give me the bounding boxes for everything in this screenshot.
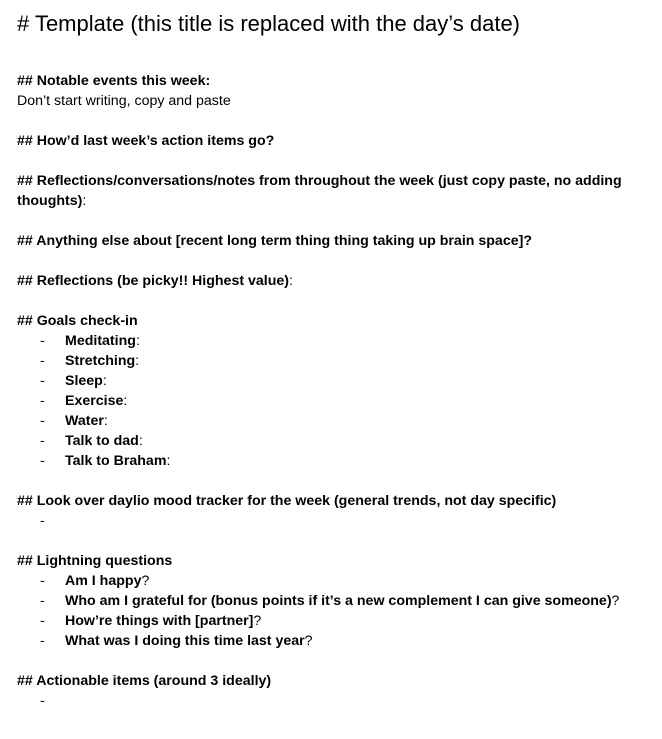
section-body-text[interactable]: Don’t start writing, copy and paste bbox=[17, 93, 231, 109]
list-item[interactable]: - What was I doing this time last year? bbox=[40, 633, 313, 649]
section-heading[interactable]: ## Reflections (be picky!! Highest value): bbox=[17, 273, 293, 289]
section-heading[interactable]: ## Actionable items (around 3 ideally) bbox=[17, 673, 272, 689]
section-actionable-items bbox=[17, 671, 662, 711]
daylio-list bbox=[17, 511, 662, 531]
section-goals-check-in bbox=[17, 311, 662, 471]
section-heading[interactable]: ## Anything else about [recent long term thing thing taking up brain space]? bbox=[17, 233, 532, 249]
section-notable-events bbox=[17, 71, 662, 111]
section-daylio-mood-tracker bbox=[17, 491, 662, 531]
lightning-questions-list bbox=[17, 571, 662, 651]
list-item[interactable]: - Am I happy? bbox=[40, 573, 150, 589]
section-heading[interactable]: ## Reflections/conversations/notes from throughout the week (just copy paste, no adding thoughts): bbox=[17, 173, 622, 209]
list-item[interactable]: - Exercise: bbox=[40, 393, 128, 409]
goals-list bbox=[17, 331, 662, 471]
list-item[interactable]: - Meditating: bbox=[40, 333, 140, 349]
section-anything-else bbox=[17, 231, 662, 251]
list-item[interactable]: - Talk to dad: bbox=[40, 433, 143, 449]
section-lightning-questions bbox=[17, 551, 662, 651]
section-heading[interactable]: ## Lightning questions bbox=[17, 553, 173, 569]
list-item[interactable]: - Stretching: bbox=[40, 353, 140, 369]
list-item[interactable]: - Water: bbox=[40, 413, 108, 429]
section-heading[interactable]: ## Look over daylio mood tracker for the week (general trends, not day specific) bbox=[17, 493, 557, 509]
section-heading[interactable]: ## How’d last week’s action items go? bbox=[17, 133, 275, 149]
list-item[interactable]: - bbox=[40, 693, 45, 709]
list-item[interactable]: - Talk to Braham: bbox=[40, 453, 171, 469]
actionable-items-list bbox=[17, 691, 662, 711]
list-item[interactable]: - Sleep: bbox=[40, 373, 107, 389]
section-heading[interactable]: ## Notable events this week: bbox=[17, 73, 211, 89]
section-reflections-conversations-notes bbox=[17, 171, 662, 211]
list-item[interactable]: - Who am I grateful for (bonus points if it’s a new complement I can give someone)? bbox=[40, 593, 620, 609]
section-heading[interactable]: ## Goals check-in bbox=[17, 313, 138, 329]
list-item[interactable]: - How’re things with [partner]? bbox=[40, 613, 262, 629]
section-reflections-picky bbox=[17, 271, 662, 291]
list-item[interactable]: - bbox=[40, 513, 45, 529]
section-last-week-action-items bbox=[17, 131, 662, 151]
document-title[interactable]: # Template (this title is replaced with the day’s date) bbox=[17, 11, 521, 36]
